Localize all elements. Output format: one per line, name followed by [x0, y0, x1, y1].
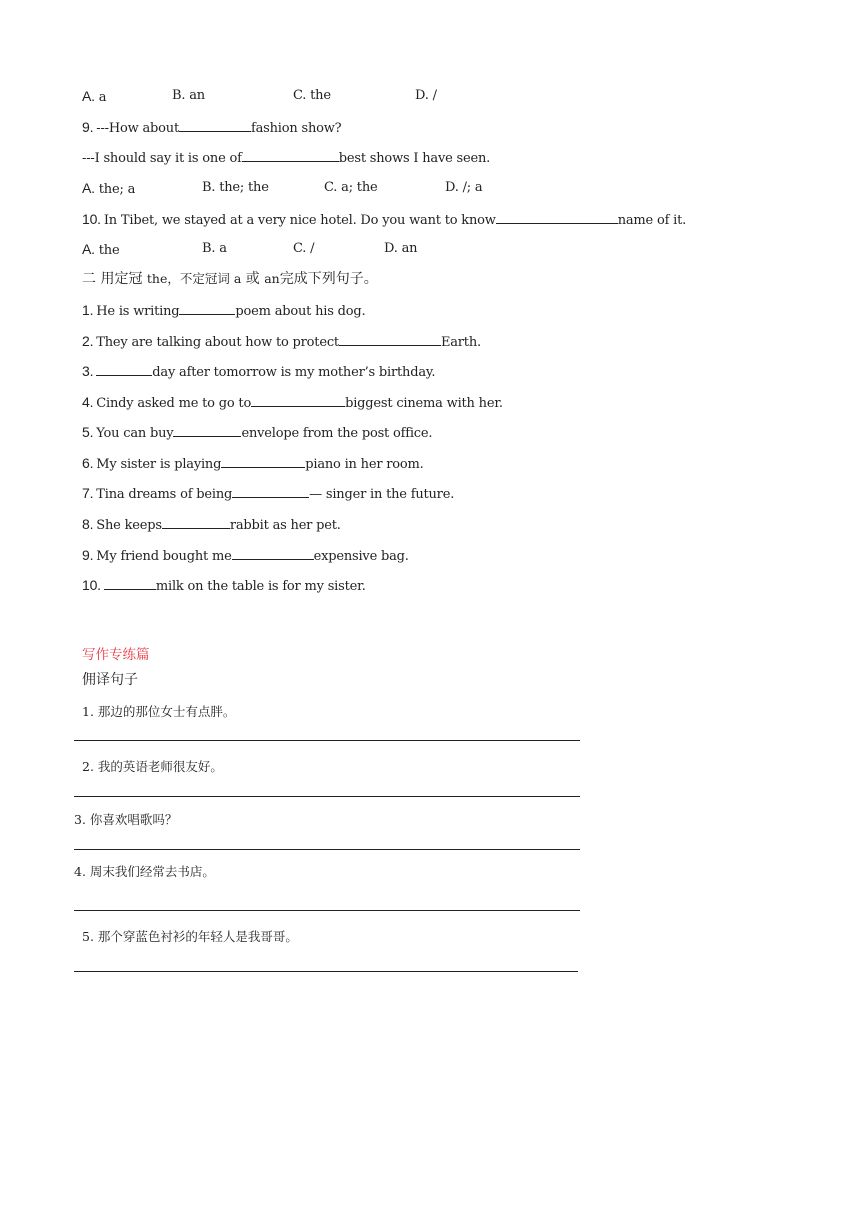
fill-item-5: 5. You can buy envelope from the post office. — [82, 424, 433, 441]
fill-item-2: 2. They are talking about how to protect Earth. — [82, 333, 481, 350]
writing-subheading: 佣译句子 — [82, 672, 138, 688]
fill-blank-7[interactable] — [232, 485, 309, 498]
translate-sentence-2: 2. 我的英语老师很友好。 — [82, 759, 223, 774]
answer-line-4[interactable] — [74, 910, 580, 911]
answer-line-1[interactable] — [74, 740, 580, 741]
fill-blank-5[interactable] — [173, 424, 241, 437]
fill-blank-3[interactable] — [96, 363, 152, 376]
q10-question: 10. In Tibet, we stayed at a very nice hotel. Do you want to know name of it. — [82, 211, 687, 228]
fill-blank-10[interactable] — [104, 577, 156, 590]
q9-option-b: B. the; the — [202, 180, 269, 195]
q9-option-a: A. the; a — [82, 180, 136, 197]
q9-blank-2[interactable] — [242, 149, 339, 162]
fill-item-9: 9. My friend bought me expensive bag. — [82, 547, 409, 564]
translate-sentence-4: 4. 周末我们经常去书店。 — [74, 864, 215, 879]
fill-blank-1[interactable] — [179, 302, 235, 315]
q9-answer-line: ---I should say it is one of best shows I have seen. — [82, 151, 491, 166]
q10-option-c: C. / — [293, 241, 315, 256]
q8-option-c: C. the — [293, 88, 331, 103]
q8-option-d: D. / — [415, 88, 437, 103]
q10-option-d: D. an — [384, 241, 418, 256]
q9-question: 9. ---How about fashion show? — [82, 119, 342, 136]
fill-blank-9[interactable] — [232, 547, 314, 560]
q10-blank[interactable] — [496, 211, 618, 224]
translate-sentence-1: 1. 那边的那位女士有点胖。 — [82, 704, 236, 719]
q10-option-a: A. the — [82, 241, 120, 258]
q8-option-b: B. an — [172, 88, 205, 103]
answer-line-2[interactable] — [74, 796, 580, 797]
answer-line-5[interactable] — [74, 971, 578, 972]
fill-item-1: 1. He is writing poem about his dog. — [82, 302, 366, 319]
q9-option-c: C. a; the — [324, 180, 378, 195]
fill-blank-8[interactable] — [162, 516, 230, 529]
fill-blank-4[interactable] — [251, 394, 345, 407]
fill-item-8: 8. She keeps rabbit as her pet. — [82, 516, 341, 533]
section2-title: 二 用定冠 the，不定冠词 a 或 an完成下列句子。 — [82, 271, 378, 287]
fill-blank-6[interactable] — [221, 455, 305, 468]
fill-item-7: 7. Tina dreams of being — singer in the future. — [82, 485, 455, 502]
q9-option-d: D. /; a — [445, 180, 483, 195]
fill-item-10: 10. milk on the table is for my sister. — [82, 577, 366, 594]
translate-sentence-5: 5. 那个穿蓝色衬衫的年轻人是我哥哥。 — [82, 929, 298, 944]
fill-item-4: 4. Cindy asked me to go to biggest cinema with her. — [82, 394, 503, 411]
fill-item-6: 6. My sister is playing piano in her room. — [82, 455, 424, 472]
q9-blank-1[interactable] — [179, 119, 251, 132]
fill-item-3: 3. day after tomorrow is my mother’s birthday. — [82, 363, 436, 380]
q8-option-a: A. a — [82, 88, 107, 105]
answer-line-3[interactable] — [74, 849, 580, 850]
translate-sentence-3: 3. 你喜欢唱歌吗？ — [74, 812, 178, 827]
writing-heading: 写作专练篇 — [82, 647, 150, 663]
fill-blank-2[interactable] — [339, 333, 441, 346]
q10-option-b: B. a — [202, 241, 227, 256]
